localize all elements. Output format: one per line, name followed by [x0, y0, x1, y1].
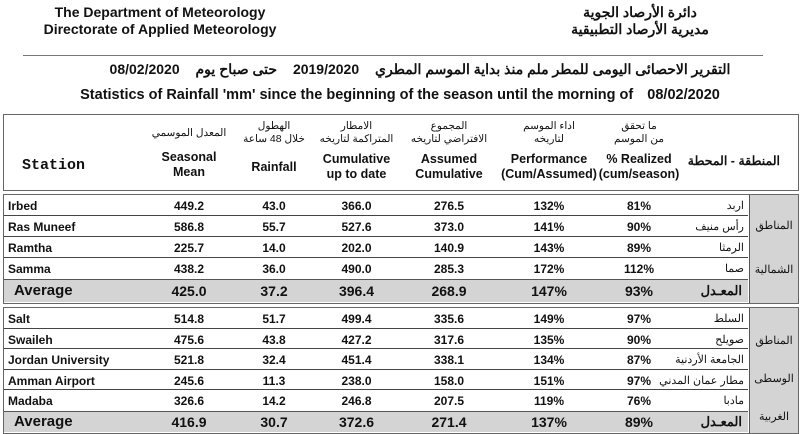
performance: 149% [533, 312, 565, 326]
title-ar-main: التقرير الاحصائى اليومى للمطر ملم منذ بداية الموسم المطري [375, 61, 731, 77]
report-title-arabic [60, 61, 780, 78]
avg-cumulative: 372.6 [338, 413, 375, 430]
realized-percent: 90% [626, 332, 652, 347]
performance: 143% [533, 241, 565, 255]
col-en-label: Rainfall [251, 160, 297, 174]
col-ar-label: المتراكمة لتاريخه [319, 133, 394, 145]
realized-percent: 87% [626, 353, 652, 367]
realized-percent: 90% [626, 220, 652, 234]
cumulative: 527.6 [341, 220, 372, 234]
seasonal-mean: 521.8 [173, 353, 205, 367]
table-row [4, 390, 748, 411]
department-name-ar: دائرة الأرصاد الجوية [583, 4, 697, 20]
col-header-assumed [399, 120, 499, 182]
rainfall-48h: 36.0 [262, 262, 286, 276]
average-label-ar: المعـدل [700, 283, 742, 298]
seasonal-mean: 225.7 [173, 241, 205, 255]
col-en-label: (Cum/Assumed) [501, 167, 597, 181]
table-row [4, 195, 748, 216]
col-en-label: up to date [326, 167, 387, 181]
station-name-ar: الجامعة الأردنية [675, 354, 744, 366]
station-name-ar: السلط [713, 313, 744, 325]
col-en-label: (cum/season) [598, 167, 680, 181]
assumed-cumulative: 285.3 [433, 262, 465, 276]
assumed-cumulative: 338.1 [433, 353, 465, 367]
avg-assumed-cumulative: 268.9 [431, 283, 467, 299]
avg-rainfall-48h: 30.7 [260, 413, 288, 430]
station-name-ar: مادبا [723, 395, 744, 407]
col-en-label: Cumulative [415, 167, 483, 181]
seasonal-mean: 449.2 [173, 199, 205, 213]
cumulative: 499.4 [341, 312, 372, 326]
cumulative: 238.0 [341, 373, 372, 388]
seasonal-mean: 475.6 [173, 332, 205, 347]
assumed-cumulative: 373.0 [433, 220, 465, 234]
avg-assumed-cumulative: 271.4 [431, 413, 467, 430]
seasonal-mean: 514.8 [173, 312, 205, 326]
station-name: Irbed [8, 199, 38, 213]
table-row [4, 329, 748, 350]
col-en-label: Cumulative [322, 152, 391, 166]
title-en-date: 08/02/2020 [647, 87, 720, 103]
avg-performance: 137% [531, 413, 567, 430]
region-label-line: الغربية [758, 411, 790, 423]
title-ar-until: حتى صباح يوم [195, 61, 278, 77]
col-ar-label: لتاريخه [534, 133, 564, 145]
avg-cumulative: 396.4 [338, 283, 375, 299]
cumulative: 490.0 [341, 262, 372, 276]
org-name-arabic [530, 4, 750, 38]
avg-seasonal-mean: 425.0 [171, 283, 207, 299]
average-row [4, 411, 748, 433]
cumulative: 451.4 [341, 353, 372, 367]
station-name-ar: رأس منيف [695, 221, 744, 233]
seasonal-mean: 245.6 [173, 373, 205, 388]
col-ar-label: اداء الموسم [523, 120, 575, 132]
avg-realized-percent: 89% [624, 413, 654, 430]
col-en-label: Performance [510, 152, 588, 166]
station-name: Ras Muneef [8, 220, 76, 234]
rainfall-48h: 43.0 [262, 199, 286, 213]
col-ar-label: المجموع [430, 120, 468, 132]
station-name: Jordan University [8, 353, 110, 367]
assumed-cumulative: 335.6 [433, 312, 465, 326]
station-name: Amman Airport [8, 373, 95, 388]
org-name-english [40, 4, 280, 38]
performance: 141% [533, 220, 565, 234]
table-row [4, 349, 748, 370]
col-ar-label: من الموسم [614, 133, 664, 145]
assumed-cumulative: 207.5 [433, 394, 465, 408]
performance: 151% [533, 373, 565, 388]
cumulative: 246.8 [341, 394, 372, 408]
performance: 135% [533, 332, 565, 347]
rainfall-48h: 11.3 [262, 373, 286, 388]
realized-percent: 81% [626, 199, 652, 213]
col-en-label: Mean [173, 165, 205, 179]
station-name-ar: صما [724, 263, 744, 275]
average-label: Average [14, 412, 73, 430]
col-header-seasonal-mean [144, 127, 234, 180]
performance: 132% [533, 199, 565, 213]
rainfall-48h: 32.4 [262, 353, 286, 367]
title-ar-season: 2019/2020 [292, 61, 360, 77]
directorate-name: Directorate of Applied Meteorology [43, 21, 277, 37]
col-header-performance [494, 120, 604, 182]
station-name: Samma [8, 262, 51, 276]
performance: 134% [533, 353, 565, 367]
seasonal-mean: 326.6 [173, 394, 205, 408]
realized-percent: 89% [626, 241, 652, 255]
station-name: Salt [8, 312, 31, 326]
realized-percent: 97% [626, 312, 652, 326]
rainfall-48h: 14.0 [262, 241, 286, 255]
table-row [4, 237, 748, 258]
directorate-name-ar: مديرية الأرصاد التطبيقية [571, 21, 709, 37]
col-ar-label: خلال 48 ساعة [243, 133, 305, 145]
avg-performance: 147% [531, 283, 567, 299]
table-row [4, 216, 748, 237]
cumulative: 202.0 [341, 241, 372, 255]
assumed-cumulative: 158.0 [433, 373, 465, 388]
region-label-central-western [749, 308, 798, 433]
col-header-realized [589, 120, 689, 182]
title-en-main: Statistics of Rainfall 'mm' since the beginning of the season until the morning of [80, 87, 634, 103]
col-ar-label: ما تحقق [621, 120, 657, 132]
cumulative: 427.2 [341, 332, 372, 347]
performance: 119% [533, 394, 565, 408]
realized-percent: 76% [626, 394, 652, 408]
northern-region-group [3, 194, 799, 304]
station-name: Ramtha [8, 241, 53, 255]
station-name: Madaba [8, 394, 53, 408]
station-name-ar: صويلح [715, 333, 744, 346]
average-row [4, 279, 748, 302]
station-column-header: Station [22, 157, 86, 174]
station-name-ar: الرمثا [718, 242, 744, 254]
performance: 172% [533, 262, 565, 276]
region-label-line: المناطق [755, 335, 793, 347]
rainfall-48h: 55.7 [262, 220, 286, 234]
region-label-line: الوسطى [754, 373, 794, 385]
rainfall-48h: 43.8 [262, 332, 286, 347]
header-divider [23, 55, 763, 56]
col-en-label: Seasonal [161, 150, 217, 164]
title-ar-date: 08/02/2020 [109, 61, 180, 77]
department-name: The Department of Meteorology [54, 4, 266, 20]
avg-realized-percent: 93% [624, 283, 654, 299]
table-row [4, 370, 748, 391]
col-header-cumulative [309, 120, 404, 182]
station-name-ar: اربد [726, 200, 744, 212]
col-ar-label: الافتراضي لتاريخه [410, 133, 488, 145]
seasonal-mean: 438.2 [173, 262, 205, 276]
col-ar-label: الهطول [257, 120, 291, 132]
average-label: Average [14, 282, 73, 299]
table-row [4, 308, 748, 329]
table-row [4, 258, 748, 279]
avg-rainfall-48h: 37.2 [260, 283, 288, 299]
region-label-northern [749, 195, 798, 303]
assumed-cumulative: 276.5 [433, 199, 465, 213]
realized-percent: 112% [623, 262, 655, 276]
col-header-rainfall [234, 120, 314, 175]
rainfall-48h: 51.7 [262, 312, 286, 326]
rainfall-48h: 14.2 [262, 394, 286, 408]
assumed-cumulative: 140.9 [433, 241, 465, 255]
average-label-ar: المعـدل [700, 413, 742, 429]
region-label-line: المناطق [755, 220, 793, 232]
realized-percent: 97% [626, 373, 652, 388]
seasonal-mean: 586.8 [173, 220, 205, 234]
region-label-line: الشمالية [754, 264, 794, 276]
col-ar-label: المعدل الموسمي [151, 127, 227, 139]
cumulative: 366.0 [341, 199, 372, 213]
station-name-ar: مطار عمان المدني [659, 374, 744, 387]
avg-seasonal-mean: 416.9 [171, 413, 207, 430]
assumed-cumulative: 317.6 [433, 332, 465, 347]
central-western-region-group [3, 307, 799, 434]
region-station-column-header: المنطقة - المحطة [687, 154, 780, 168]
col-ar-label: الامطار [340, 120, 373, 132]
col-en-label: Assumed [420, 152, 478, 166]
col-en-label: % Realized [606, 152, 672, 166]
station-name: Swaileh [8, 332, 53, 347]
report-title-english [0, 87, 800, 103]
table-header [3, 114, 799, 191]
